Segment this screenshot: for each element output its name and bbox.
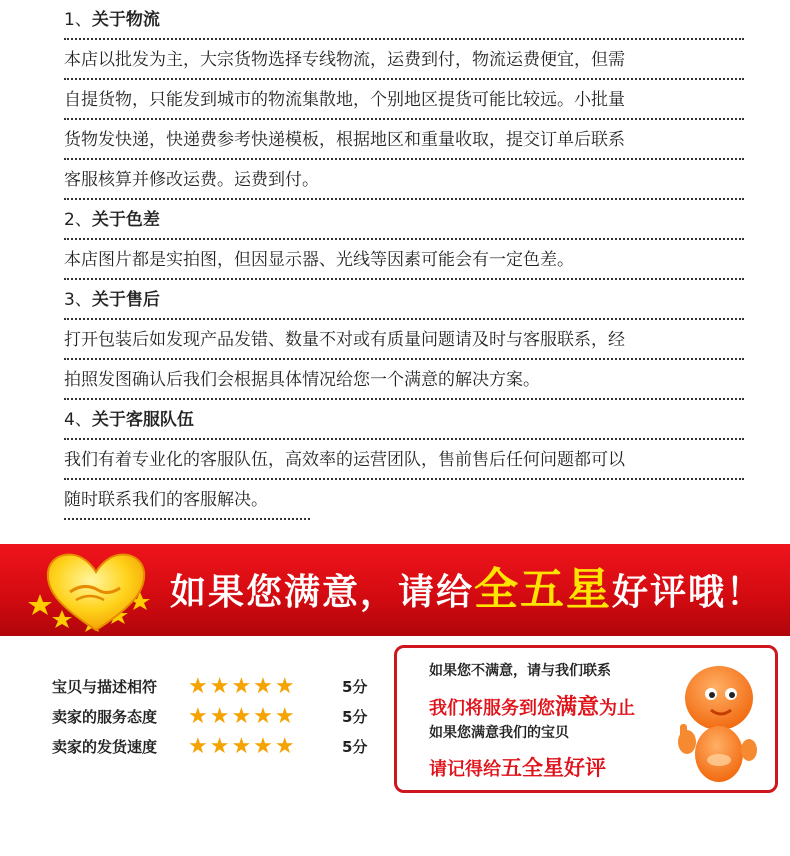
card-emphasis: 满意 — [555, 695, 600, 720]
star-icon-group: ★★★★★ — [188, 674, 297, 699]
section-heading-service-team — [64, 400, 744, 440]
policy-line: 货物发快递，快递费参考快递模板，根据地区和重量收取，提交订单后联系 — [64, 120, 744, 160]
section-number: 2、 — [64, 210, 92, 230]
rating-score: 5分 — [342, 678, 368, 696]
rating-label: 卖家的服务态度 — [52, 708, 158, 726]
card-line-contact: 如果您不满意，请与我们联系 — [429, 663, 611, 679]
policy-line: 本店以批发为主，大宗货物选择专线物流，运费到付，物流运费便宜，但需 — [64, 40, 744, 80]
banner-highlight: 全五星 — [474, 564, 613, 615]
mascot-icon — [667, 658, 767, 788]
card-emphasis: 五全星好评 — [501, 756, 606, 780]
section-number: 1、 — [64, 10, 92, 30]
policy-line: 拍照发图确认后我们会根据具体情况给您一个满意的解决方案。 — [64, 360, 744, 400]
banner-text-before: 如果您满意，请给 — [170, 572, 475, 613]
card-line-service — [429, 690, 635, 721]
section-title: 关于物流 — [91, 10, 160, 30]
card-line-satisfied: 如果您满意我们的宝贝 — [429, 725, 569, 741]
section-title: 关于色差 — [91, 210, 160, 230]
rating-label: 卖家的发货速度 — [52, 738, 158, 756]
policy-line: 我们有着专业化的客服队伍，高效率的运营团队，售前售后任何问题都可以 — [64, 440, 744, 480]
policy-line: 打开包装后如发现产品发错、数量不对或有质量问题请及时与客服联系，经 — [64, 320, 744, 360]
rating-label: 宝贝与描述相符 — [52, 678, 158, 696]
rating-score: 5分 — [342, 708, 368, 726]
policy-line: 本店图片都是实拍图，但因显示器、光线等因素可能会有一定色差。 — [64, 240, 744, 280]
banner-slogan — [170, 544, 764, 636]
heart-handshake-icon — [42, 548, 150, 634]
card-text: 我们将服务到您 — [429, 698, 555, 719]
five-star-banner — [0, 544, 790, 636]
section-heading-color-diff — [64, 200, 744, 240]
policy-line: 自提货物，只能发到城市的物流集散地，个别地区提货可能比较远。小批量 — [64, 80, 744, 120]
star-icon-group: ★★★★★ — [188, 704, 297, 729]
section-title: 关于售后 — [91, 290, 160, 310]
star-icon-group: ★★★★★ — [188, 734, 297, 759]
section-number: 4、 — [64, 410, 92, 430]
banner-text-after: 好评哦！ — [612, 572, 765, 613]
card-line-remember — [429, 752, 606, 782]
rating-score: 5分 — [342, 738, 368, 756]
policy-section — [64, 0, 744, 520]
section-heading-after-sales — [64, 280, 744, 320]
section-heading-logistics — [64, 0, 744, 40]
section-title: 关于客服队伍 — [91, 410, 194, 430]
feedback-card — [394, 645, 778, 793]
section-number: 3、 — [64, 290, 92, 310]
policy-line: 客服核算并修改运费。运费到付。 — [64, 160, 744, 200]
policy-line: 随时联系我们的客服解决。 — [64, 480, 310, 520]
card-text: 请记得给 — [429, 759, 501, 780]
card-text: 为止 — [599, 698, 636, 719]
